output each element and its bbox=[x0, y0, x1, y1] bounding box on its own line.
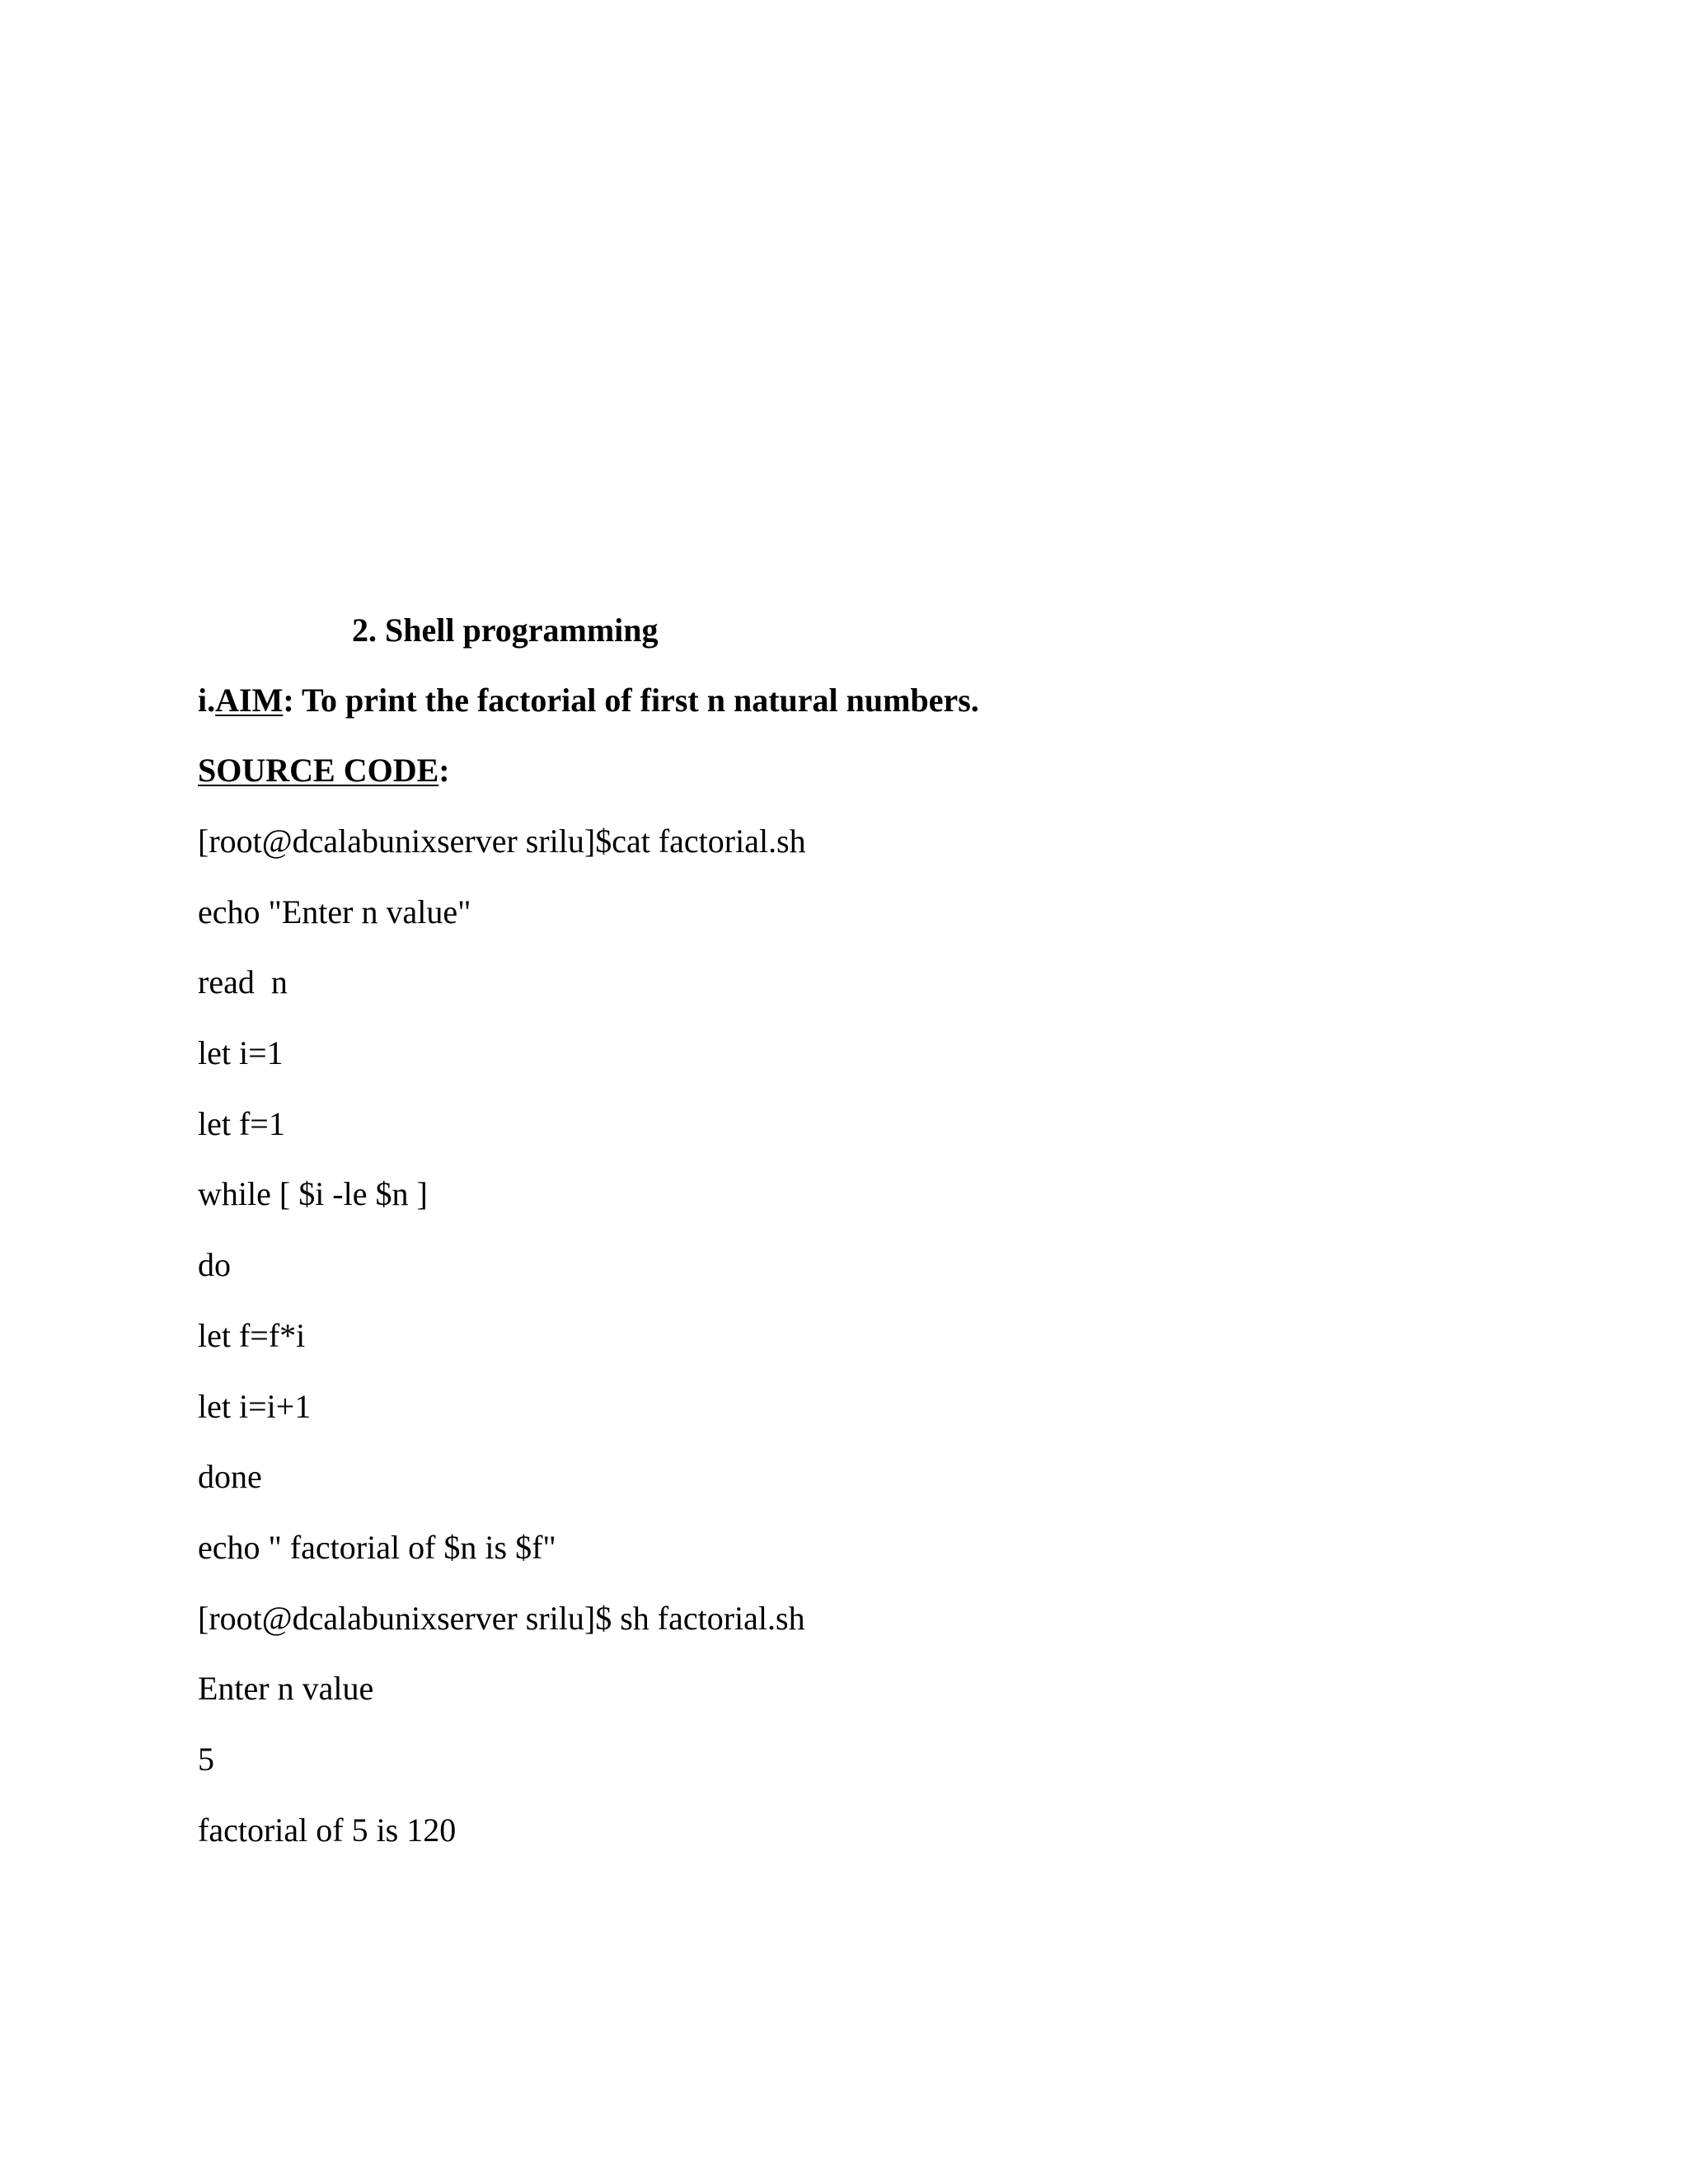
code-line: let i=1 bbox=[198, 1034, 284, 1072]
code-line: do bbox=[198, 1246, 231, 1284]
code-line: [root@dcalabunixserver srilu]$cat factorial.sh bbox=[198, 823, 806, 860]
aim-line bbox=[198, 677, 979, 724]
code-line: let f=1 bbox=[198, 1104, 285, 1142]
code-line: let i=i+1 bbox=[198, 1387, 312, 1425]
code-line: read n bbox=[198, 963, 288, 1001]
code-line: echo " factorial of $n is $f" bbox=[198, 1528, 556, 1566]
code-line: while [ $i -le $n ] bbox=[198, 1175, 428, 1213]
code-line: Enter n value bbox=[198, 1670, 374, 1708]
source-code-colon: : bbox=[438, 752, 450, 789]
code-line: echo "Enter n value" bbox=[198, 893, 471, 930]
code-line: done bbox=[198, 1458, 262, 1496]
code-line: [root@dcalabunixserver srilu]$ sh factorial.sh bbox=[198, 1599, 805, 1637]
aim-colon: : bbox=[283, 682, 294, 719]
source-code-label: SOURCE CODE bbox=[198, 752, 439, 789]
section-title: 2. Shell programming bbox=[352, 612, 659, 649]
aim-text: To print the factorial of first n natural numbers. bbox=[293, 682, 979, 719]
source-code-heading bbox=[198, 748, 450, 794]
aim-prefix: i. bbox=[198, 682, 216, 719]
aim-label: AIM bbox=[215, 682, 284, 719]
code-listing bbox=[198, 818, 806, 1877]
code-line: let f=f*i bbox=[198, 1316, 306, 1354]
code-line: 5 bbox=[198, 1740, 214, 1778]
code-line: factorial of 5 is 120 bbox=[198, 1811, 457, 1849]
